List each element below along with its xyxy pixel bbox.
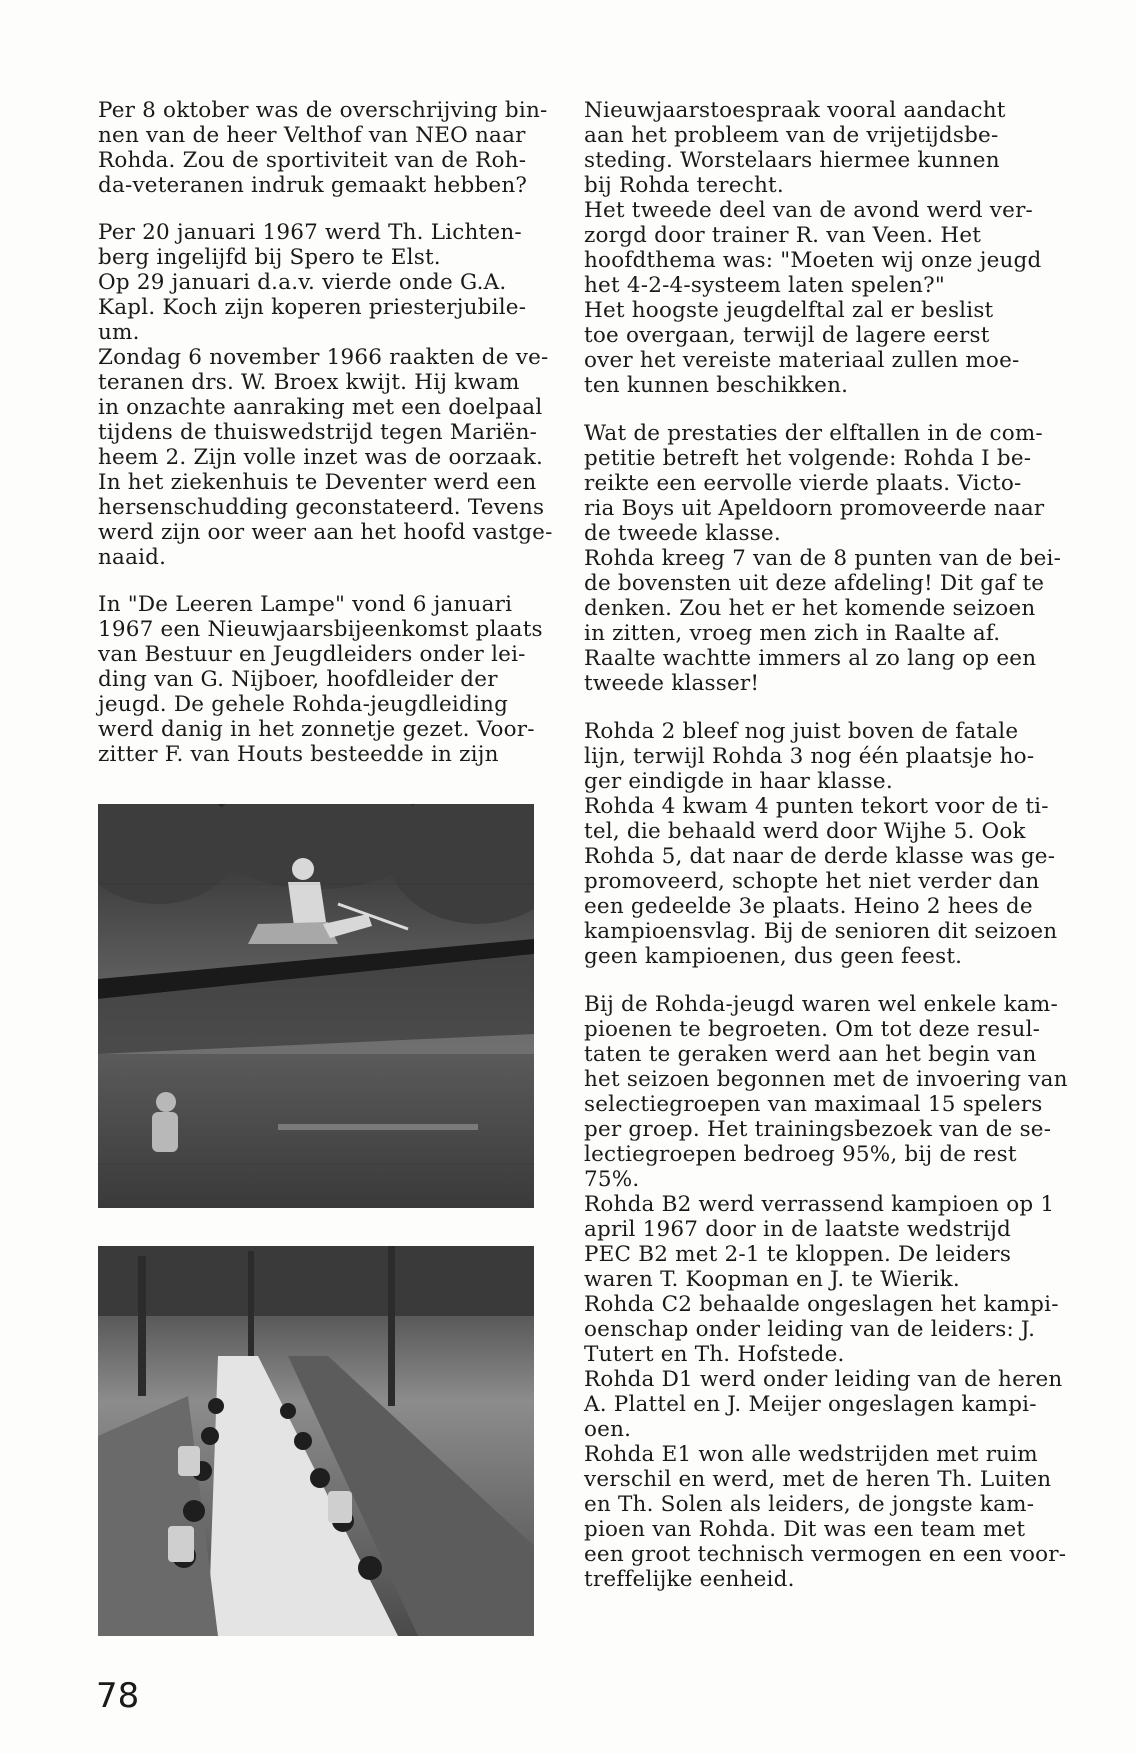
paragraph: Bij de Rohda-jeugd waren wel enkele kam- pioenen te begroeten. Om tot deze resul- taten te geraken werd aan het begin van het seizoen begonnen met de invoering van selectiegroepen van maximaal 15 spelers per groep. Het trainingsbezoek van de se- lectiegroepen bedroeg 95%, bij de rest 75%. Rohda B2 werd verrassend kampioen op 1 april 1967 door in de laatste wedstrijd PEC B2 met 2-1 te kloppen. De leiders waren T. Koopman en J. te Wierik. Rohda C2 behaalde ongeslagen het kampi- oenschap onder leiding van de leiders: J. Tutert en Th. Hofstede. Rohda D1 werd onder leiding van de heren A. Plattel en J. Meijer ongeslagen kampi- oen. Rohda E1 won alle wedstrijden met ruim verschil en werd, met de heren Th. Luiten en Th. Solen als leiders, de jongste kam- pioen van Rohda. Dit was een team met een groot technisch vermogen en een voor- treffelijke eenheid. xyxy=(584,992,1068,1592)
paragraph: Rohda 2 bleef nog juist boven de fatale lijn, terwijl Rohda 3 nog één plaatsje ho- ger eindigde in haar klasse. Rohda 4 kwam 4 punten tekort voor de ti- tel, die behaald werd door Wijhe 5. Ook Rohda 5, dat naar de derde klasse was ge- promoveerd, schopte het niet verder dan een gedeelde 3e plaats. Heino 2 hees de kampioensvlag. Bij de senioren dit seizoen geen kampioenen, dus geen feest. xyxy=(584,719,1058,969)
photo-pole-vault xyxy=(98,804,534,1208)
photo-banquet-tables xyxy=(98,1246,534,1636)
paragraph: Per 20 januari 1967 werd Th. Lichten- berg ingelijfd bij Spero te Elst. Op 29 januari d.a.v. vierde onde G.A. Kapl. Koch zijn koperen priesterjubile- um. Zondag 6 november 1966 raakten de ve- teranen drs. W. Broex kwijt. Hij kwam in onzachte aanraking met een doelpaal tijdens de thuiswedstrijd tegen Mariën- heem 2. Zijn volle inzet was de oorzaak. In het ziekenhuis te Deventer werd een hersenschudding geconstateerd. Tevens werd zijn oor weer aan het hoofd vastge- naaid. xyxy=(98,220,553,570)
right-text-column xyxy=(584,98,1084,1592)
page-number: 78 xyxy=(96,1676,140,1716)
paragraph: Wat de prestaties der elftallen in de com- petitie betreft het volgende: Rohda I be- reikte een eervolle vierde plaats. Victo- ria Boys uit Apeldoorn promoveerde naar de tweede klasse. Rohda kreeg 7 van de 8 punten van de bei- de bovensten uit deze afdeling! Dit gaf te denken. Zou het er het komende seizoen in zitten, vroeg men zich in Raalte af. Raalte wachtte immers al zo lang op een tweede klasser! xyxy=(584,421,1062,696)
paragraph: In "De Leeren Lampe" vond 6 januari 1967 een Nieuwjaarsbijeenkomst plaats van Bestuur en Jeugdleiders onder lei- ding van G. Nijboer, hoofdleider der jeugd. De gehele Rohda-jeugdleiding werd danig in het zonnetje gezet. Voor- zitter F. van Houts besteedde in zijn xyxy=(98,592,543,767)
paragraph: Nieuwjaarstoespraak vooral aandacht aan het probleem van de vrijetijdsbe- steding. Worstelaars hiermee kunnen bij Rohda terecht. Het tweede deel van de avond werd ver- zorgd door trainer R. van Veen. Het hoofdthema was: "Moeten wij onze jeugd het 4-2-4-systeem laten spelen?" Het hoogste jeugdelftal zal er beslist toe overgaan, terwijl de lagere eerst over het vereiste materiaal zullen moe- ten kunnen beschikken. xyxy=(584,98,1042,398)
paragraph: Per 8 oktober was de overschrijving bin- nen van de heer Velthof van NEO naar Rohda. Zou de sportiviteit van de Roh- da-veteranen indruk gemaakt hebben? xyxy=(98,98,548,198)
left-text-column xyxy=(98,98,576,767)
